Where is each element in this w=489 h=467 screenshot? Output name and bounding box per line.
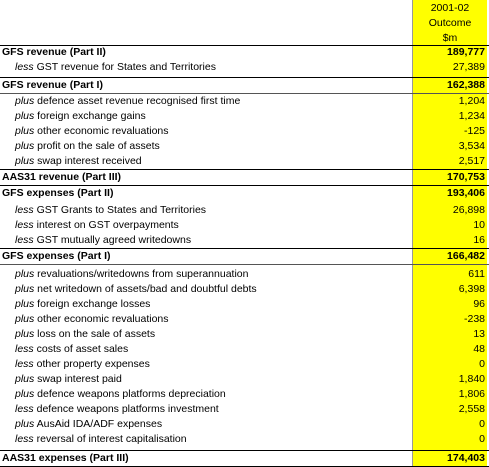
row-label bbox=[2, 45, 106, 60]
table-row bbox=[0, 218, 489, 233]
table-row bbox=[0, 249, 489, 264]
row-text: defence weapons platforms depreciation bbox=[34, 388, 226, 400]
row-label bbox=[15, 94, 240, 109]
row-label bbox=[15, 154, 142, 169]
row-value: 1,234 bbox=[458, 110, 485, 122]
table-row bbox=[0, 139, 489, 154]
table-row bbox=[0, 402, 489, 417]
table-row bbox=[0, 124, 489, 139]
row-prefix: plus bbox=[15, 140, 35, 152]
row-prefix: plus bbox=[15, 298, 35, 310]
row-value: -238 bbox=[463, 313, 485, 325]
table-row bbox=[0, 109, 489, 124]
row-prefix: less bbox=[15, 61, 34, 73]
row-prefix: plus bbox=[15, 418, 35, 430]
row-prefix: plus bbox=[15, 313, 35, 325]
row-value: 2,517 bbox=[458, 155, 485, 167]
row-value: 1,806 bbox=[458, 388, 485, 400]
row-text: defence weapons platforms investment bbox=[33, 403, 219, 415]
row-text: other economic revaluations bbox=[34, 125, 169, 137]
row-prefix: less bbox=[15, 433, 34, 445]
row-value: 174,403 bbox=[447, 452, 485, 464]
row-prefix: plus bbox=[15, 155, 35, 167]
table-row bbox=[0, 170, 489, 185]
row-label bbox=[15, 417, 162, 432]
row-label bbox=[15, 203, 206, 218]
row-text: GFS expenses (Part I) bbox=[2, 250, 111, 262]
row-label bbox=[15, 342, 128, 357]
table-row bbox=[0, 282, 489, 297]
row-value: 6,398 bbox=[458, 283, 485, 295]
header-outcome: Outcome bbox=[428, 17, 472, 29]
row-label bbox=[15, 372, 122, 387]
row-text: reversal of interest capitalisation bbox=[33, 433, 187, 445]
row-text: swap interest paid bbox=[34, 373, 122, 385]
row-text: profit on the sale of assets bbox=[34, 140, 160, 152]
row-text: revaluations/writedowns from superannuation bbox=[34, 268, 249, 280]
row-text: swap interest received bbox=[34, 155, 142, 167]
row-value: 162,388 bbox=[447, 79, 485, 91]
row-rule bbox=[0, 264, 489, 265]
row-value: 170,753 bbox=[447, 171, 485, 183]
row-label bbox=[2, 451, 129, 466]
row-text: GST revenue for States and Territories bbox=[33, 61, 216, 73]
table-row bbox=[0, 432, 489, 447]
row-value: 611 bbox=[468, 268, 485, 280]
row-value: 16 bbox=[473, 234, 485, 246]
table-row bbox=[0, 417, 489, 432]
row-prefix: plus bbox=[15, 110, 35, 122]
table-row bbox=[0, 60, 489, 75]
table-row bbox=[0, 297, 489, 312]
row-prefix: plus bbox=[15, 283, 35, 295]
row-label bbox=[2, 78, 103, 93]
row-label bbox=[15, 312, 169, 327]
row-prefix: plus bbox=[15, 388, 35, 400]
row-value: 193,406 bbox=[447, 187, 485, 199]
row-prefix: plus bbox=[15, 95, 35, 107]
table-row bbox=[0, 372, 489, 387]
row-text: other property expenses bbox=[33, 358, 150, 370]
table-row bbox=[0, 186, 489, 201]
row-text: defence asset revenue recognised first time bbox=[34, 95, 241, 107]
table-row bbox=[0, 78, 489, 93]
table-row bbox=[0, 357, 489, 372]
row-value: 1,840 bbox=[458, 373, 485, 385]
row-label bbox=[15, 139, 160, 154]
row-label bbox=[15, 357, 150, 372]
row-text: GST Grants to States and Territories bbox=[33, 204, 207, 216]
row-label bbox=[15, 267, 248, 282]
row-value: 0 bbox=[479, 418, 485, 430]
row-text: costs of asset sales bbox=[33, 343, 129, 355]
row-text: foreign exchange gains bbox=[34, 110, 146, 122]
row-prefix: less bbox=[15, 219, 34, 231]
row-label bbox=[2, 186, 113, 201]
row-value: 96 bbox=[473, 298, 485, 310]
row-value: 27,389 bbox=[452, 61, 485, 73]
row-text: GFS revenue (Part II) bbox=[2, 46, 106, 58]
row-prefix: less bbox=[15, 204, 34, 216]
row-label bbox=[15, 387, 226, 402]
row-text: AusAid IDA/ADF expenses bbox=[34, 418, 163, 430]
table-row bbox=[0, 342, 489, 357]
table-row bbox=[0, 387, 489, 402]
row-value: 13 bbox=[473, 328, 485, 340]
row-value: 166,482 bbox=[447, 250, 485, 262]
row-prefix: plus bbox=[15, 373, 35, 385]
row-text: loss on the sale of assets bbox=[34, 328, 156, 340]
row-text: GFS expenses (Part II) bbox=[2, 187, 114, 199]
header-unit: $m bbox=[442, 32, 458, 44]
table-row bbox=[0, 45, 489, 60]
table-row bbox=[0, 451, 489, 466]
row-value: 26,898 bbox=[452, 204, 485, 216]
row-label bbox=[2, 170, 121, 185]
row-prefix: plus bbox=[15, 125, 35, 137]
header-year: 2001-02 bbox=[430, 2, 470, 14]
table-row bbox=[0, 94, 489, 109]
table-row bbox=[0, 267, 489, 282]
row-prefix: less bbox=[15, 234, 34, 246]
row-value: 0 bbox=[479, 433, 485, 445]
row-text: other economic revaluations bbox=[34, 313, 169, 325]
table-row bbox=[0, 312, 489, 327]
row-label bbox=[15, 233, 191, 248]
row-label bbox=[15, 327, 155, 342]
row-value: 189,777 bbox=[447, 46, 485, 58]
row-label bbox=[15, 109, 146, 124]
row-value: 10 bbox=[473, 219, 485, 231]
row-label bbox=[15, 218, 179, 233]
row-text: GST mutually agreed writedowns bbox=[33, 234, 192, 246]
row-label bbox=[15, 402, 219, 417]
row-prefix: plus bbox=[15, 268, 35, 280]
row-prefix: less bbox=[15, 343, 34, 355]
row-value: -125 bbox=[463, 125, 485, 137]
row-label bbox=[15, 432, 187, 447]
row-prefix: plus bbox=[15, 328, 35, 340]
row-label bbox=[2, 249, 111, 264]
row-value: 2,558 bbox=[458, 403, 485, 415]
row-label bbox=[15, 297, 150, 312]
row-value: 3,534 bbox=[458, 140, 485, 152]
table-row bbox=[0, 233, 489, 248]
row-prefix: less bbox=[15, 403, 34, 415]
row-text: AAS31 expenses (Part III) bbox=[2, 452, 129, 464]
row-label bbox=[15, 124, 169, 139]
row-text: GFS revenue (Part I) bbox=[2, 79, 103, 91]
table-row bbox=[0, 327, 489, 342]
row-prefix: less bbox=[15, 358, 34, 370]
row-text: AAS31 revenue (Part III) bbox=[2, 171, 122, 183]
table-row bbox=[0, 154, 489, 169]
row-value: 48 bbox=[473, 343, 485, 355]
row-text: foreign exchange losses bbox=[34, 298, 151, 310]
row-label bbox=[15, 60, 216, 75]
row-value: 0 bbox=[479, 358, 485, 370]
row-text: net writedown of assets/bad and doubtful debts bbox=[34, 283, 257, 295]
row-label bbox=[15, 282, 257, 297]
table-row bbox=[0, 203, 489, 218]
row-text: interest on GST overpayments bbox=[33, 219, 179, 231]
row-value: 1,204 bbox=[458, 95, 485, 107]
